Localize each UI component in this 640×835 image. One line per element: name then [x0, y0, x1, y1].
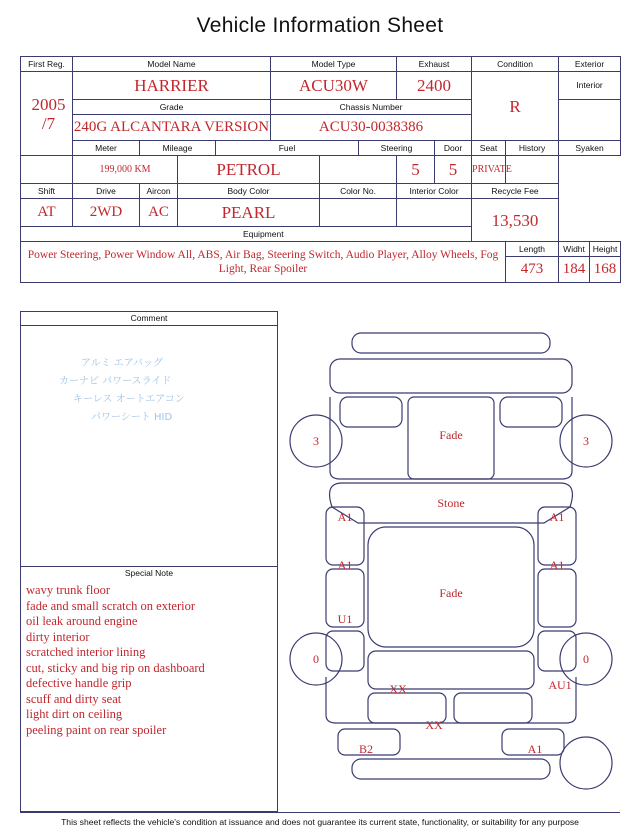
value-seat: 5 [435, 156, 472, 184]
door-rear-right-shape [538, 569, 576, 627]
rocker-left-shape [326, 631, 364, 671]
mark-door-fr: A1 [549, 510, 565, 524]
mark-hood: Fade [439, 428, 463, 442]
special-note-line: dirty interior [26, 629, 90, 644]
spare-wheel-shape [560, 737, 612, 789]
special-note-line: defective handle grip [26, 676, 132, 690]
vehicle-details-table [20, 56, 620, 283]
comment-watermark-line-2: カーナビ パワースライド [59, 376, 172, 387]
value-condition: R [472, 72, 559, 141]
table-row [21, 141, 621, 156]
table-row [21, 156, 621, 184]
label-height: Height [590, 242, 621, 256]
label-aircon: Aircon [140, 184, 178, 199]
value-shift: AT [21, 199, 73, 227]
left-column [20, 311, 278, 812]
label-door: Door [435, 141, 472, 156]
footer-disclaimer: This sheet reflects the vehicle's condition at issuance and does not guarantee its current state, functionality, or suitability for any purpose [20, 812, 620, 827]
label-condition: Condition [472, 57, 559, 72]
mark-windshield: Stone [437, 496, 465, 510]
value-mileage: 199,000 KM [73, 156, 178, 184]
value-dims-widht-height [559, 257, 621, 283]
value-recycle-fee: 13,530 [472, 199, 559, 242]
special-note-line: fade and small scratch on exterior [26, 598, 196, 613]
label-color-no: Color No. [320, 184, 397, 199]
special-note-line: wavy trunk floor [26, 583, 111, 597]
value-model-type: ACU30W [271, 72, 397, 100]
value-color-no [320, 199, 397, 227]
mark-trunk-left: XX [389, 682, 407, 696]
table-row [21, 184, 621, 199]
label-equipment: Equipment [21, 227, 506, 242]
label-recycle-fee: Recycle Fee [472, 184, 559, 199]
value-length: 473 [506, 257, 559, 283]
vehicle-damage-diagram [282, 311, 620, 803]
value-fuel: PETROL [178, 156, 320, 184]
label-history: History [506, 141, 559, 156]
table-row [21, 57, 621, 72]
mark-door-fl: A1 [337, 510, 353, 524]
label-length: Length [506, 242, 559, 257]
table-row [21, 242, 621, 257]
mark-roof: Fade [439, 586, 463, 600]
label-fuel: Fuel [216, 141, 359, 156]
value-interior-color [397, 199, 472, 227]
label-exhaust: Exhaust [397, 57, 472, 72]
label-seat: Seat [472, 141, 506, 156]
label-body-color: Body Color [178, 184, 320, 199]
value-chassis-number: ACU30-0038386 [271, 115, 472, 141]
label-meter: Meter [73, 141, 140, 156]
front-panel-shape [330, 359, 572, 393]
value-equipment: Power Steering, Power Window All, ABS, Air Bag, Steering Switch, Audio Player, Alloy Wheels, Fog Light, Rear Spoiler [21, 242, 506, 283]
mark-trunk-center: XX [425, 718, 443, 732]
label-first-reg: First Reg. [21, 57, 73, 72]
mark-door-rr: A1 [549, 558, 565, 572]
mark-wheel-rr: 0 [583, 652, 589, 666]
comment-box [20, 325, 278, 567]
label-widht: Widht [563, 243, 585, 254]
special-note-line: cut, sticky and big rip on dashboard [26, 660, 205, 675]
special-note-box [20, 580, 278, 812]
value-model-name: HARRIER [73, 72, 271, 100]
first-reg-month: /7 [41, 113, 56, 133]
label-interior-color: Interior Color [397, 184, 472, 199]
value-drive: 2WD [73, 199, 140, 227]
label-steering: Steering [359, 141, 435, 156]
value-first-reg [21, 72, 73, 156]
mark-bumper-rear-left: B2 [358, 742, 374, 756]
special-note-line: oil leak around engine [26, 614, 138, 628]
label-model-name: Model Name [73, 57, 271, 72]
label-shift: Shift [21, 184, 73, 199]
value-syaken [506, 156, 559, 184]
label-dims-widht-height [559, 242, 621, 257]
comment-watermark-line-4: パワーシート HID [91, 412, 173, 423]
value-interior [559, 100, 621, 141]
rear-bumper-shape [352, 759, 550, 779]
value-meter [21, 156, 73, 184]
comment-header: Comment [20, 311, 278, 325]
value-grade: 240G ALCANTARA VERSION [73, 115, 271, 141]
headlight-left-shape [340, 397, 402, 427]
special-note-line: peeling paint on rear spoiler [26, 722, 167, 737]
special-note-line: scuff and dirty seat [26, 691, 122, 706]
front-bumper-shape [352, 333, 550, 353]
table-row [21, 199, 621, 227]
value-steering [320, 156, 397, 184]
special-note-line: scratched interior lining [26, 645, 146, 659]
label-chassis-number: Chassis Number [271, 100, 472, 115]
trunk-right-shape [454, 693, 532, 723]
headlight-right-shape [500, 397, 562, 427]
special-note-line: light dirt on ceiling [26, 707, 123, 721]
rear-quarter-shape [326, 677, 576, 723]
label-model-type: Model Type [271, 57, 397, 72]
value-door: 5 [397, 156, 435, 184]
mark-door-rl: A1 [337, 558, 353, 572]
special-note-header: Special Note [20, 567, 278, 580]
mark-wheel-rl: 0 [313, 652, 319, 666]
mark-wheel-fl: 3 [313, 434, 319, 448]
page-title: Vehicle Information Sheet [196, 14, 444, 37]
value-aircon: AC [140, 199, 178, 227]
mark-bumper-rear-right: A1 [527, 742, 543, 756]
label-drive: Drive [73, 184, 140, 199]
value-body-color: PEARL [178, 199, 320, 227]
label-syaken: Syaken [559, 141, 621, 156]
value-height: 168 [590, 257, 621, 282]
value-exhaust: 2400 [397, 72, 472, 100]
label-exterior: Exterior [559, 57, 621, 72]
first-reg-year: 2005 [31, 94, 66, 114]
comment-watermark-line-1: アルミ エアバッグ [81, 358, 163, 369]
value-widht: 184 [562, 261, 586, 277]
label-grade: Grade [73, 100, 271, 115]
table-row [21, 72, 621, 100]
rocker-right-shape [538, 631, 576, 671]
value-history: PRIVATE [472, 156, 506, 184]
comment-watermark-line-3: キーレス オートエアコン [73, 394, 185, 405]
mark-rocker-l: U1 [337, 612, 353, 626]
label-mileage: Mileage [140, 141, 216, 156]
mark-quarter-r: AU1 [548, 678, 572, 692]
label-interior: Interior [559, 72, 621, 100]
mark-wheel-fr: 3 [583, 434, 589, 448]
